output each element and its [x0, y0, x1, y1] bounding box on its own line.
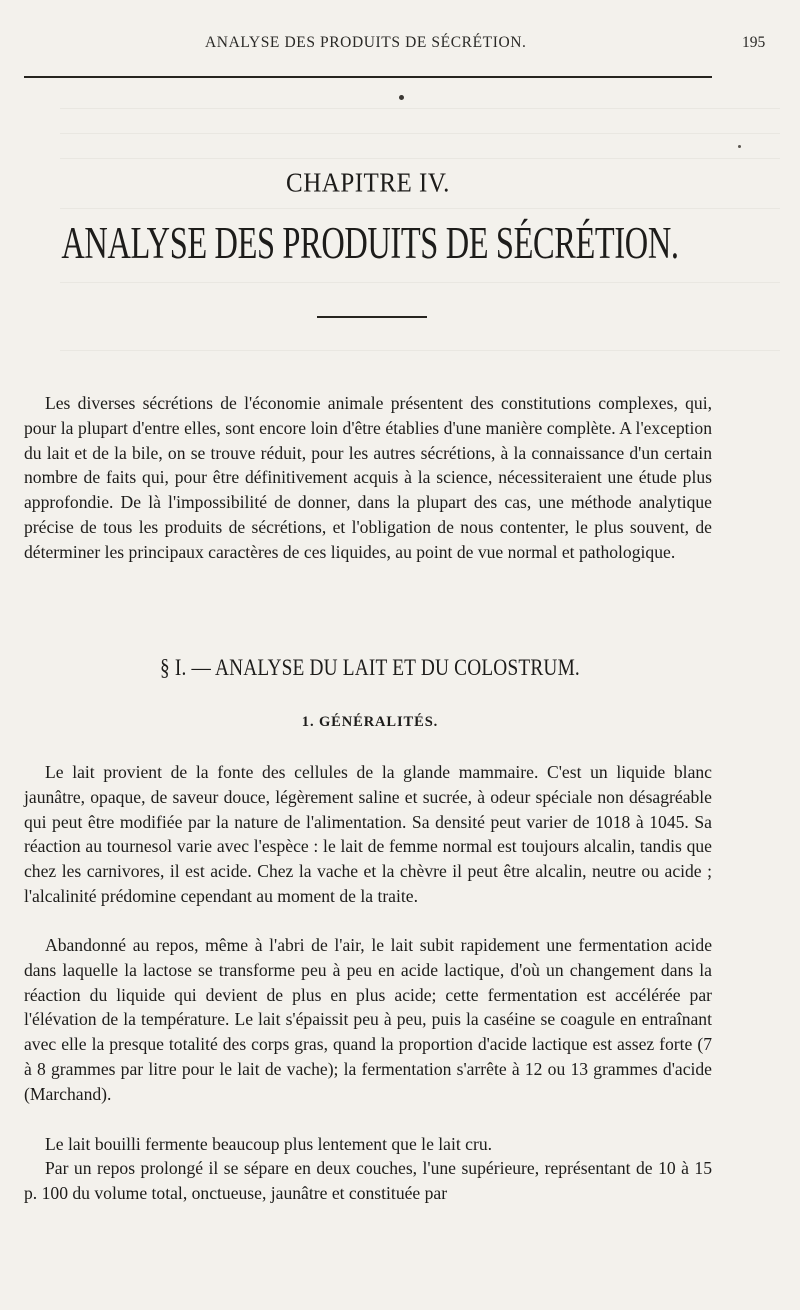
- running-head: [0, 34, 800, 56]
- section-heading: § I. — ANALYSE DU LAIT ET DU COLOSTRUM.: [160, 653, 580, 681]
- running-title: ANALYSE DES PRODUITS DE SÉCRÉTION.: [205, 34, 527, 51]
- title-rule: [317, 316, 427, 318]
- speck-dot: [738, 145, 741, 148]
- body-paragraph: Le lait provient de la fonte des cellules de la glande mammaire. C'est un liquide blanc jaunâtre, opaque, de saveur douce, légèrement saline et sucrée, à odeur spéciale non désagréable qui peut être modifiée par la nature de l'alimentation. Sa densité peut varier de 1018 à 1045. Sa réaction au tournesol varie avec l'espèce : le lait de femme normal est toujours alcalin, tandis que chez les carnivores, il est acide. Chez la vache et la chèvre il peut être alcalin, neutre ou acide ; l'alcalinité prédomine cependant au moment de la traite.: [24, 762, 712, 906]
- bleed-through-line: [60, 158, 780, 159]
- page-number: 195: [742, 34, 766, 51]
- subsection-heading: 1. GÉNÉRALITÉS.: [301, 714, 439, 730]
- bleed-through-line: [60, 108, 780, 109]
- bleed-through-line: [60, 350, 780, 351]
- body-paragraph: Abandonné au repos, même à l'abri de l'air, le lait subit rapidement une fermentation acide dans laquelle la lactose se transforme peu à peu en acide lactique, d'où un changement dans la réaction du liquide qui devient de plus en plus acide; cette fermentation est accélérée par l'élévation de la température. Le lait s'épaissit peu à peu, puis la caséine se coagule en entraînant avec elle la presque totalité des corps gras, quand la proportion d'acide lactique est assez forte (7 à 8 grammes par litre pour le lait de vache); la fermentation s'arrête à 12 ou 13 grammes d'acide (Marchand).: [24, 935, 712, 1104]
- header-rule: [24, 76, 712, 78]
- body-paragraph: Le lait bouilli fermente beaucoup plus lentement que le lait cru.: [45, 1134, 493, 1154]
- chapter-title: ANALYSE DES PRODUITS DE SÉCRÉTION.: [61, 218, 679, 268]
- body-paragraph: Par un repos prolongé il se sépare en deux couches, l'une supérieure, représentant de 10 à 15 p. 100 du volume total, onctueuse, jaunâtre et constituée par: [24, 1158, 712, 1203]
- ornament-dot: [399, 95, 404, 100]
- chapter-label: CHAPITRE IV.: [286, 168, 450, 199]
- bleed-through-line: [60, 282, 780, 283]
- bleed-through-line: [60, 208, 780, 209]
- intro-paragraph: Les diverses sécrétions de l'économie animale présentent des constitutions complexes, qui, pour la plupart d'entre elles, sont encore loin d'être établies d'une manière complète. A l'exception du lait et de la bile, on se trouve réduit, pour les autres sécrétions, à la connaissance d'un certain nombre de faits qui, pour être définitivement acquis à la science, nécessiteraient une étude plus approfondie. De là l'impossibilité de donner, dans la plupart des cas, une méthode analytique précise de tous les produits de sécrétions, et l'obligation de nous contenter, le plus souvent, de déterminer les principaux caractères de ces liquides, au point de vue normal et pathologique.: [24, 393, 712, 562]
- bleed-through-line: [60, 133, 780, 134]
